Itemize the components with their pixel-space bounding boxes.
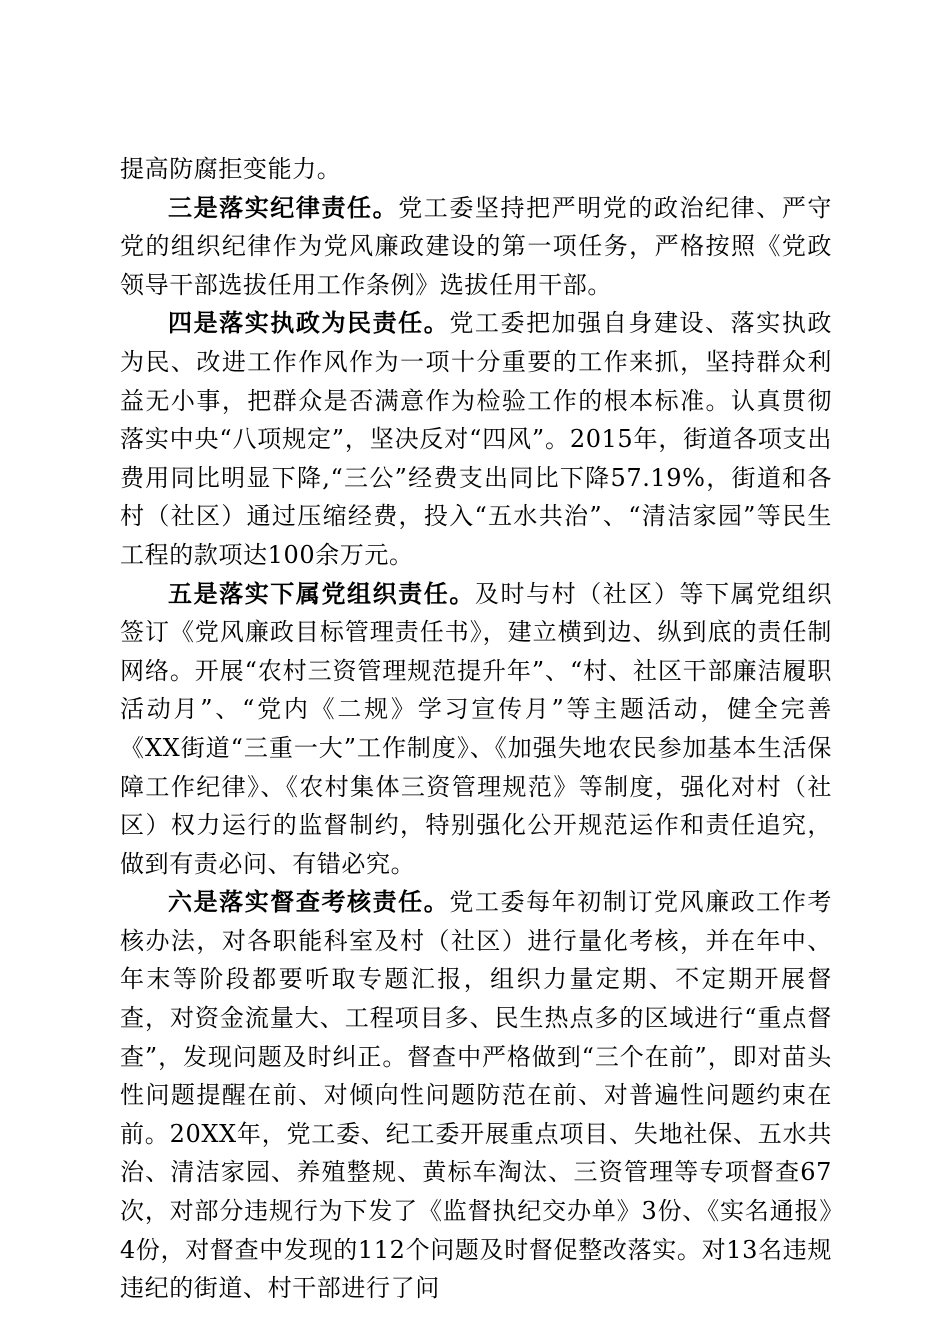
paragraph-body: 党工委每年初制订党风廉政工作考核办法，对各职能科室及村（社区）进行量化考核，并在年中、年末等阶段都要听取专题汇报，组织力量定期、不定期开展督查，对资金流量大、工程项目多、民生热点多的区域进行“重点督查”，发现问题及时纠正。督查中严格做到“三个在前”，即对苗头性问题提醒在前、对倾向性问题防范在前、对普遍性问题约束在前。20XX年，党工委、纪工委开展重点项目、失地社保、五水共治、清洁家园、养殖整规、黄标车淘汰、三资管理等专项督查67次，对部分违规行为下发了《监督执纪交办单》3份、《实名通报》4份，对督查中发现的112个问题及时督促整改落实。对13名违规违纪的街道、村干部进行了问: [120, 888, 833, 1303]
paragraph-continuation: [120, 150, 832, 189]
paragraph-lead: 五是落实下属党组织责任。: [168, 578, 475, 608]
paragraph-body: 提高防腐拒变能力。: [120, 155, 342, 183]
paragraph-body: 党工委坚持把严明党的政治纪律、严守党的组织纪律作为党风廉政建设的第一项任务，严格按照《党政领导干部选拔任用工作条例》选拔任用干部。: [120, 193, 832, 299]
paragraph-lead: 六是落实督查考核责任。: [168, 887, 450, 917]
paragraph-lead: 三是落实纪律责任。: [168, 192, 399, 222]
paragraph-body: 及时与村（社区）等下属党组织签订《党风廉政目标管理责任书》，建立横到边、纵到底的责任制网络。开展“农村三资管理规范提升年”、“村、社区干部廉洁履职活动月”、“党内《二规》学习宣传月”等主题活动，健全完善《XX街道“三重一大”工作制度》、《加强失地农民参加基本生活保障工作纪律》、《农村集体三资管理规范》等制度，强化对村（社区）权力运行的监督制约，特别强化公开规范运作和责任追究，做到有责必问、有错必究。: [120, 579, 833, 878]
paragraph-discipline-responsibility: [120, 189, 832, 305]
paragraph-governance-responsibility: [120, 304, 832, 574]
document-page: [120, 150, 832, 1308]
paragraph-subordinate-responsibility: [120, 575, 832, 884]
paragraph-lead: 四是落实执政为民责任。: [168, 308, 450, 338]
paragraph-inspection-responsibility: [120, 883, 832, 1308]
paragraph-body: 党工委把加强自身建设、落实执政为民、改进工作作风作为一项十分重要的工作来抓，坚持群众利益无小事，把群众是否满意作为检验工作的根本标准。认真贯彻落实中央“八项规定”，坚决反对“四风”。2015年，街道各项支出费用同比明显下降,“三公”经费支出同比下降57.19%，街道和各村（社区）通过压缩经费，投入“五水共治”、“清洁家园”等民生工程的款项达100余万元。: [120, 309, 833, 569]
